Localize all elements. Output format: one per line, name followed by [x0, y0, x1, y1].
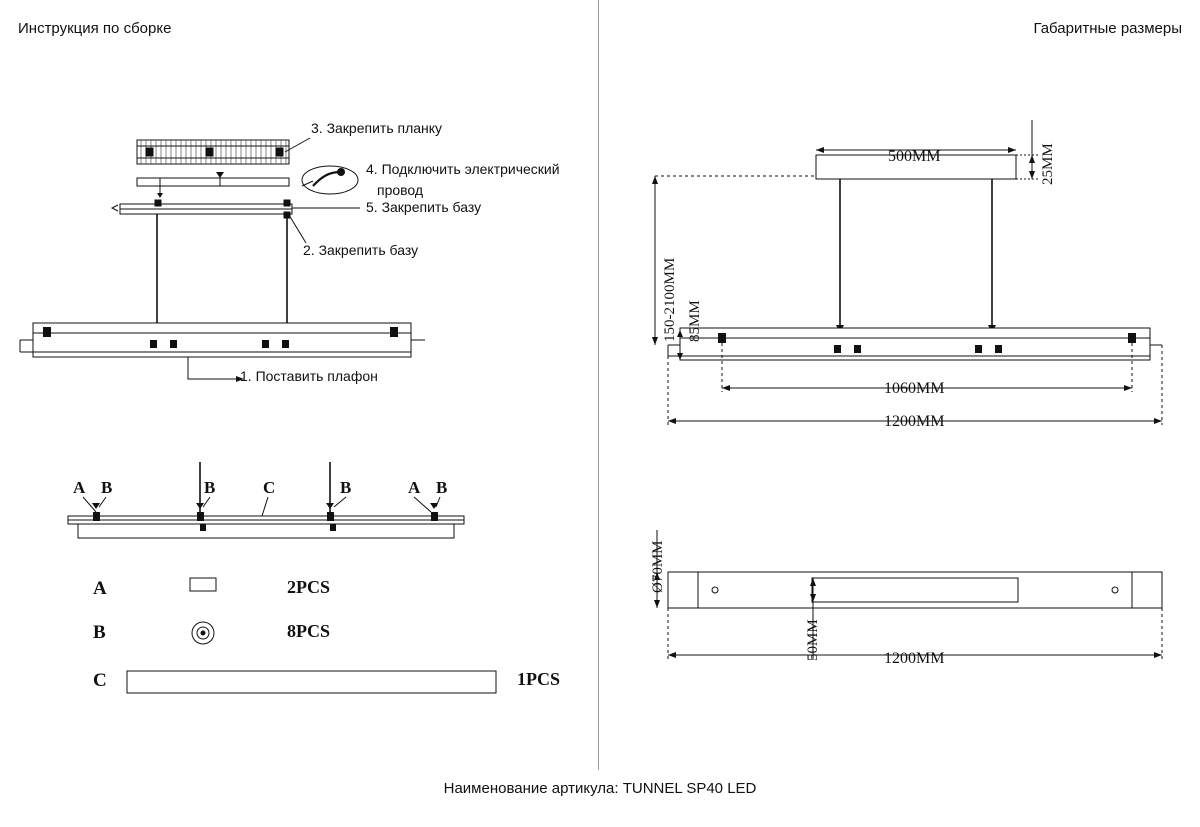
dim-total-length-bottom: 1200MM — [884, 650, 945, 667]
step-4-label: 4. Подключить электрический — [366, 161, 560, 177]
right-panel-title: Габаритные размеры — [1033, 20, 1182, 37]
left-panel-title: Инструкция по сборке — [18, 20, 172, 37]
part-a-key: A — [93, 578, 107, 599]
assembly-diagram — [0, 0, 600, 770]
part-a-qty: 2PCS — [287, 577, 331, 597]
callout-c-mid: C — [263, 478, 276, 497]
dim-mount-width: 500MM — [888, 148, 941, 165]
callout-b-left: B — [101, 478, 113, 497]
part-b-qty: 8PCS — [287, 621, 331, 641]
callout-a-right: A — [408, 478, 421, 497]
article-name-footer: Наименование артикула: TUNNEL SP40 LED — [443, 780, 757, 797]
dim-mount-span: 1060MM — [884, 380, 945, 397]
step-2-label: 2. Закрепить базу — [303, 242, 419, 258]
step-4-label-line2: провод — [377, 182, 424, 198]
callout-b-mid-right: B — [340, 478, 352, 497]
callout-b-mid-left: B — [204, 478, 216, 497]
dim-suspension-range: 150-2100MM — [662, 257, 678, 342]
part-c-key: C — [93, 670, 107, 691]
step-3-label: 3. Закрепить планку — [311, 120, 443, 136]
callout-b-right: B — [436, 478, 448, 497]
dim-diameter: Ø70MM — [650, 540, 666, 593]
dim-canopy-height: 25MM — [1040, 143, 1056, 185]
dim-total-length: 1200MM — [884, 413, 945, 430]
step-1-label: 1. Поставить плафон — [240, 368, 378, 384]
step-5-label: 5. Закрепить базу — [366, 199, 482, 215]
part-c-qty: 1PCS — [517, 669, 561, 689]
callout-a-left: A — [73, 478, 86, 497]
dim-profile-height: 50MM — [805, 619, 821, 661]
dim-fixture-height: 85MM — [687, 300, 703, 342]
part-b-key: B — [93, 622, 106, 643]
